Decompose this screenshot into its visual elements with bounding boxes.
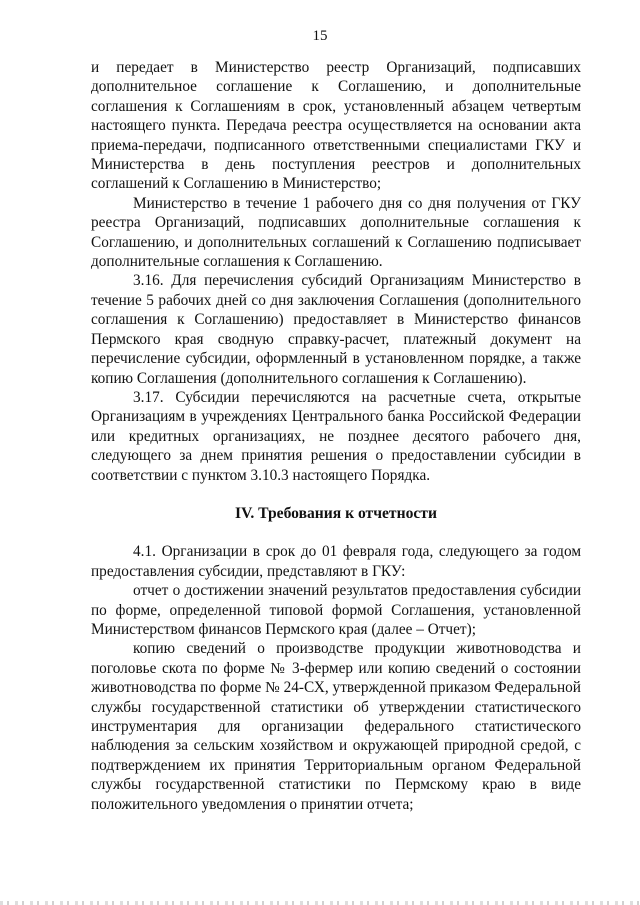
document-body (91, 58, 581, 814)
paragraph-ministry-signing: Министерство в течение 1 рабочего дня со дня получения от ГКУ реестра Организаций, подписавших дополнительные соглашения к Соглашению, и дополнительных соглашений к Соглашению подписывает дополнительные соглашения к Соглашению. (91, 194, 581, 271)
paragraph-report: отчет о достижении значений результатов предоставления субсидии по форме, определенной типовой формой Соглашения, установленной Министерством финансов Пермского края (далее – Отчет); (91, 582, 581, 638)
paragraph-3-16: 3.16. Для перечисления субсидий Организациям Министерство в течение 5 рабочих дней со дня заключения Соглашения (дополнительного соглашения к Соглашению) предоставляет в Министерство финансов Пермского края сводную справку-расчет, платежный документ на перечисление субсидии, оформленный в установленном порядке, а также копию Соглашения (дополнительного соглашения к Соглашению). (91, 272, 581, 387)
paragraph-continuation: и передает в Министерство реестр Организаций, подписавших дополнительное соглашение к Соглашению, и дополнительные соглашения к Соглашениям в срок, установленный абзацем четвертым настоящего пункта. Передача реестра осуществляется на основании акта приема-передачи, подписанного ответственными специалистами ГКУ и Министерства в день поступления реестров и дополнительных соглашений к Соглашению в Министерство; (91, 59, 581, 193)
paragraph-statistics-copy: копию сведений о производстве продукции животноводства и поголовье скота по форме № 3-фермер или копию сведений о состоянии животноводства по форме № 24-СХ, утвержденной приказом Федеральной службы государственной статистики об утверждении статистического инструментария для организации федерального статистического наблюдения за сельским хозяйством и окружающей природной средой, с подтверждением их принятия Территориальным органом Федеральной службы государственной статистики по Пермскому краю в виде положительного уведомления о принятии отчета; (91, 640, 581, 813)
section-heading: IV. Требования к отчетности (235, 504, 437, 522)
paragraph-3-17: 3.17. Субсидии перечисляются на расчетные счета, открытые Организациям в учреждениях Центрального банка Российской Федерации или кредитных организациях, не позднее десятого рабочего дня, следующего за днем принятия решения о предоставлении субсидии в соответствии с пунктом 3.10.3 настоящего Порядка. (91, 388, 581, 484)
scan-edge-artifact (0, 901, 640, 905)
page-number: 15 (312, 28, 328, 44)
paragraph-4-1: 4.1. Организации в срок до 01 февраля года, следующего за годом предоставления субсидии, представляют в ГКУ: (91, 543, 581, 580)
